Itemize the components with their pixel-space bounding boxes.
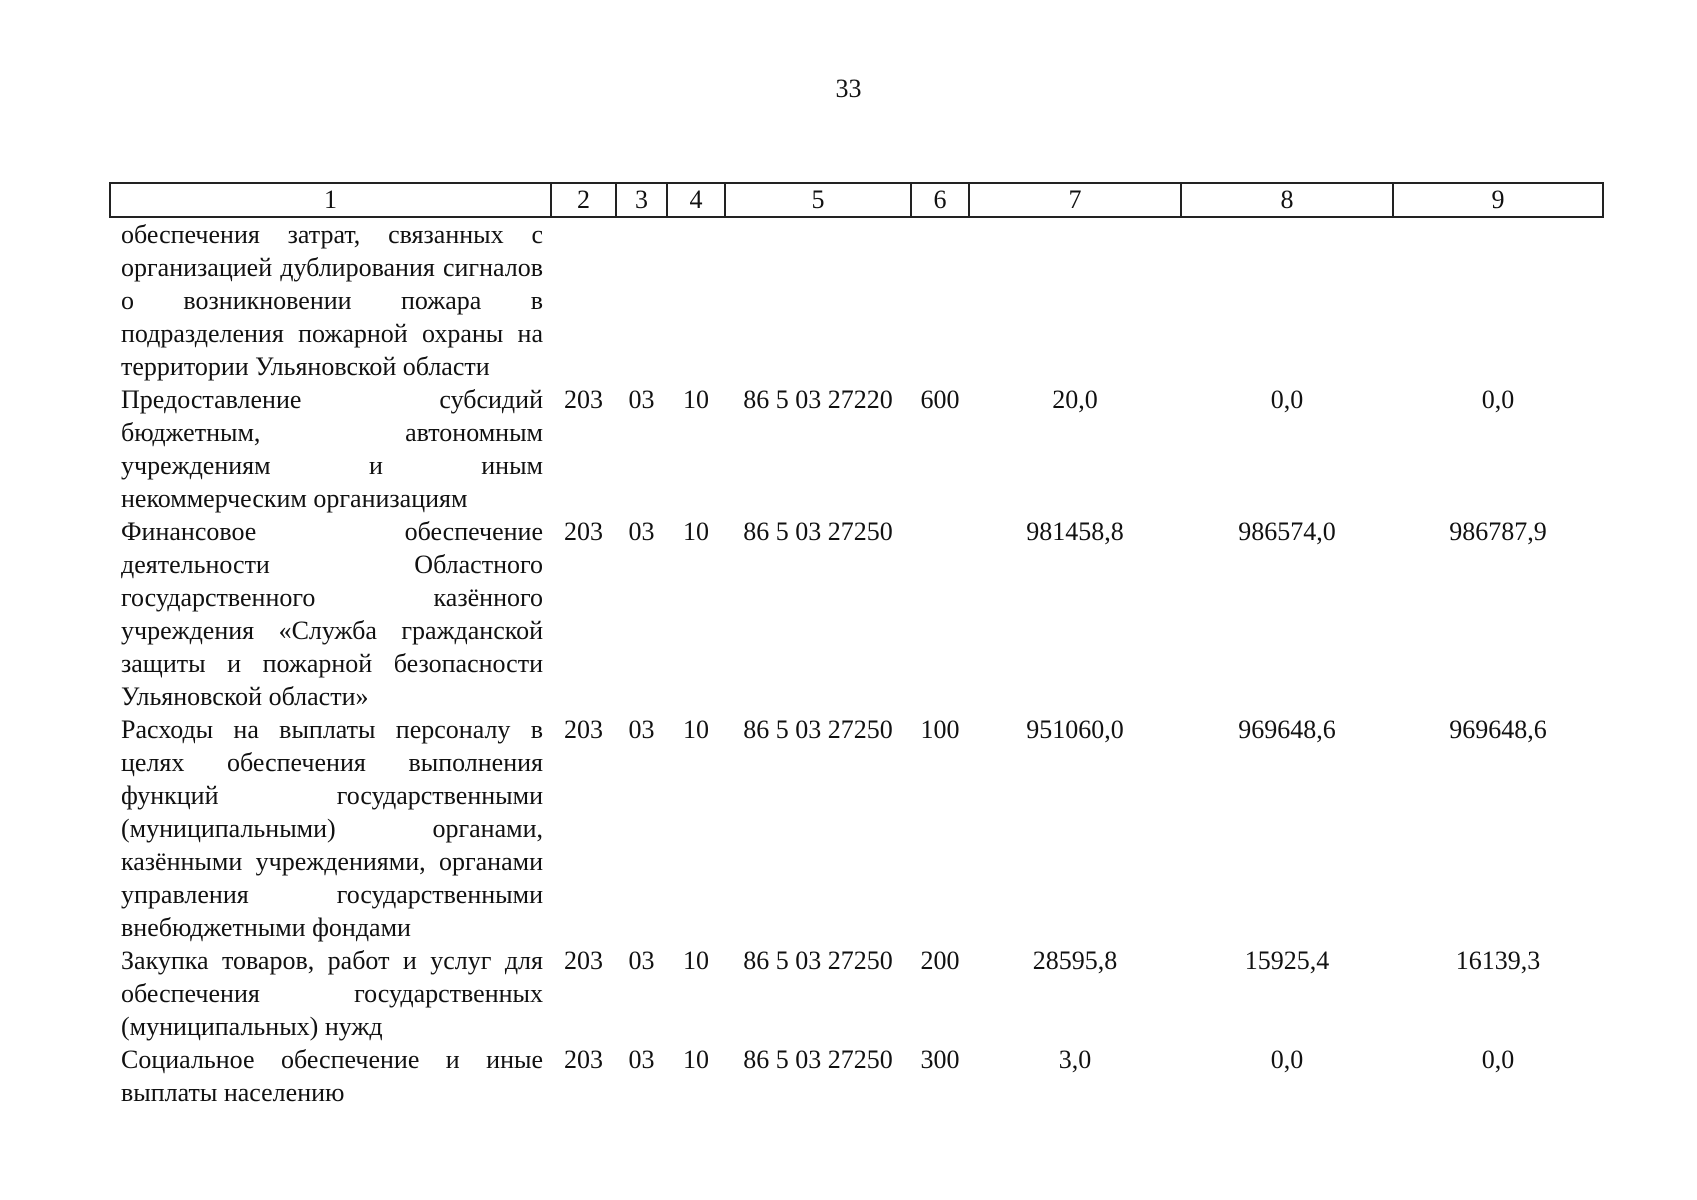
row-ministry-code: 203	[564, 715, 603, 744]
table-row	[110, 383, 1603, 515]
row-amount-col8	[1181, 217, 1393, 383]
row-section-code: 03	[628, 946, 655, 975]
row-amount-col7: 951060,0	[1026, 715, 1124, 744]
table-row	[110, 217, 1603, 383]
row-subsection-code: 10	[683, 385, 709, 414]
column-header-9: 9	[1393, 183, 1603, 217]
row-expense-type	[911, 515, 969, 713]
column-header-4: 4	[667, 183, 725, 217]
row-amount-col9: 986787,9	[1449, 517, 1547, 546]
row-expense-type: 300	[920, 1045, 960, 1074]
row-target-article: 86 5 03 27250	[743, 517, 893, 546]
row-subsection-code: 10	[683, 1045, 709, 1074]
row-ministry-code: 203	[564, 946, 603, 975]
column-header-6: 6	[911, 183, 969, 217]
row-description: Расходы на выплаты персоналу в целях обеспечения выполнения функций государственными (муниципальными) органами, казёнными учреждениями, органами управления государственными внебюджетными фондами	[121, 715, 543, 942]
row-expense-type: 200	[920, 946, 960, 975]
row-amount-col8: 969648,6	[1238, 715, 1336, 744]
row-ministry-code: 203	[564, 1045, 603, 1074]
table-row	[110, 1043, 1603, 1109]
row-subsection-code	[667, 217, 725, 383]
column-header-8: 8	[1181, 183, 1393, 217]
row-subsection-code: 10	[683, 715, 709, 744]
row-description: Закупка товаров, работ и услуг для обеспечения государственных (муниципальных) нужд	[121, 946, 543, 1041]
row-amount-col9	[1393, 217, 1603, 383]
row-target-article: 86 5 03 27250	[743, 715, 893, 744]
row-amount-col8: 0,0	[1270, 385, 1304, 414]
row-section-code: 03	[628, 385, 655, 414]
row-expense-type: 100	[920, 715, 960, 744]
row-expense-type: 600	[920, 385, 960, 414]
row-expense-type	[911, 217, 969, 383]
row-amount-col7	[969, 217, 1181, 383]
row-target-article: 86 5 03 27250	[743, 946, 893, 975]
row-ministry-code	[551, 217, 616, 383]
table-row	[110, 713, 1603, 944]
budget-table	[109, 182, 1604, 1109]
table-header-row	[110, 183, 1603, 217]
page-number: 33	[835, 74, 862, 103]
row-amount-col8: 986574,0	[1238, 517, 1336, 546]
column-header-3: 3	[616, 183, 667, 217]
column-header-2: 2	[551, 183, 616, 217]
row-ministry-code: 203	[564, 517, 603, 546]
row-section-code: 03	[628, 715, 655, 744]
row-target-article	[725, 217, 911, 383]
column-header-5: 5	[725, 183, 911, 217]
row-amount-col7: 981458,8	[1026, 517, 1124, 546]
row-section-code: 03	[628, 517, 655, 546]
column-header-1: 1	[110, 183, 551, 217]
row-target-article: 86 5 03 27250	[743, 1045, 893, 1074]
row-amount-col9: 969648,6	[1449, 715, 1547, 744]
row-description: Социальное обеспечение и иные выплаты населению	[121, 1045, 543, 1107]
row-ministry-code: 203	[564, 385, 603, 414]
row-amount-col7: 3,0	[1058, 1045, 1092, 1074]
row-description: Предоставление субсидий бюджетным, автономным учреждениям и иным некоммерческим организациям	[121, 385, 543, 513]
row-description: обеспечения затрат, связанных с организацией дублирования сигналов о возникновении пожара в подразделения пожарной охраны на территории Ульяновской области	[121, 220, 543, 381]
row-section-code: 03	[628, 1045, 655, 1074]
row-target-article: 86 5 03 27220	[743, 385, 893, 414]
row-subsection-code: 10	[683, 946, 709, 975]
row-amount-col9: 0,0	[1481, 385, 1515, 414]
row-subsection-code: 10	[683, 517, 709, 546]
table-row	[110, 515, 1603, 713]
row-amount-col7: 28595,8	[1032, 946, 1118, 975]
row-amount-col8: 15925,4	[1244, 946, 1330, 975]
row-amount-col8: 0,0	[1270, 1045, 1304, 1074]
row-description: Финансовое обеспечение деятельности Областного государственного казённого учреждения «Служба гражданской защиты и пожарной безопасности Ульяновской области»	[121, 517, 543, 711]
row-section-code	[616, 217, 667, 383]
row-amount-col7: 20,0	[1052, 385, 1098, 414]
table-row	[110, 944, 1603, 1043]
row-amount-col9: 16139,3	[1455, 946, 1541, 975]
row-amount-col9: 0,0	[1481, 1045, 1515, 1074]
column-header-7: 7	[969, 183, 1181, 217]
